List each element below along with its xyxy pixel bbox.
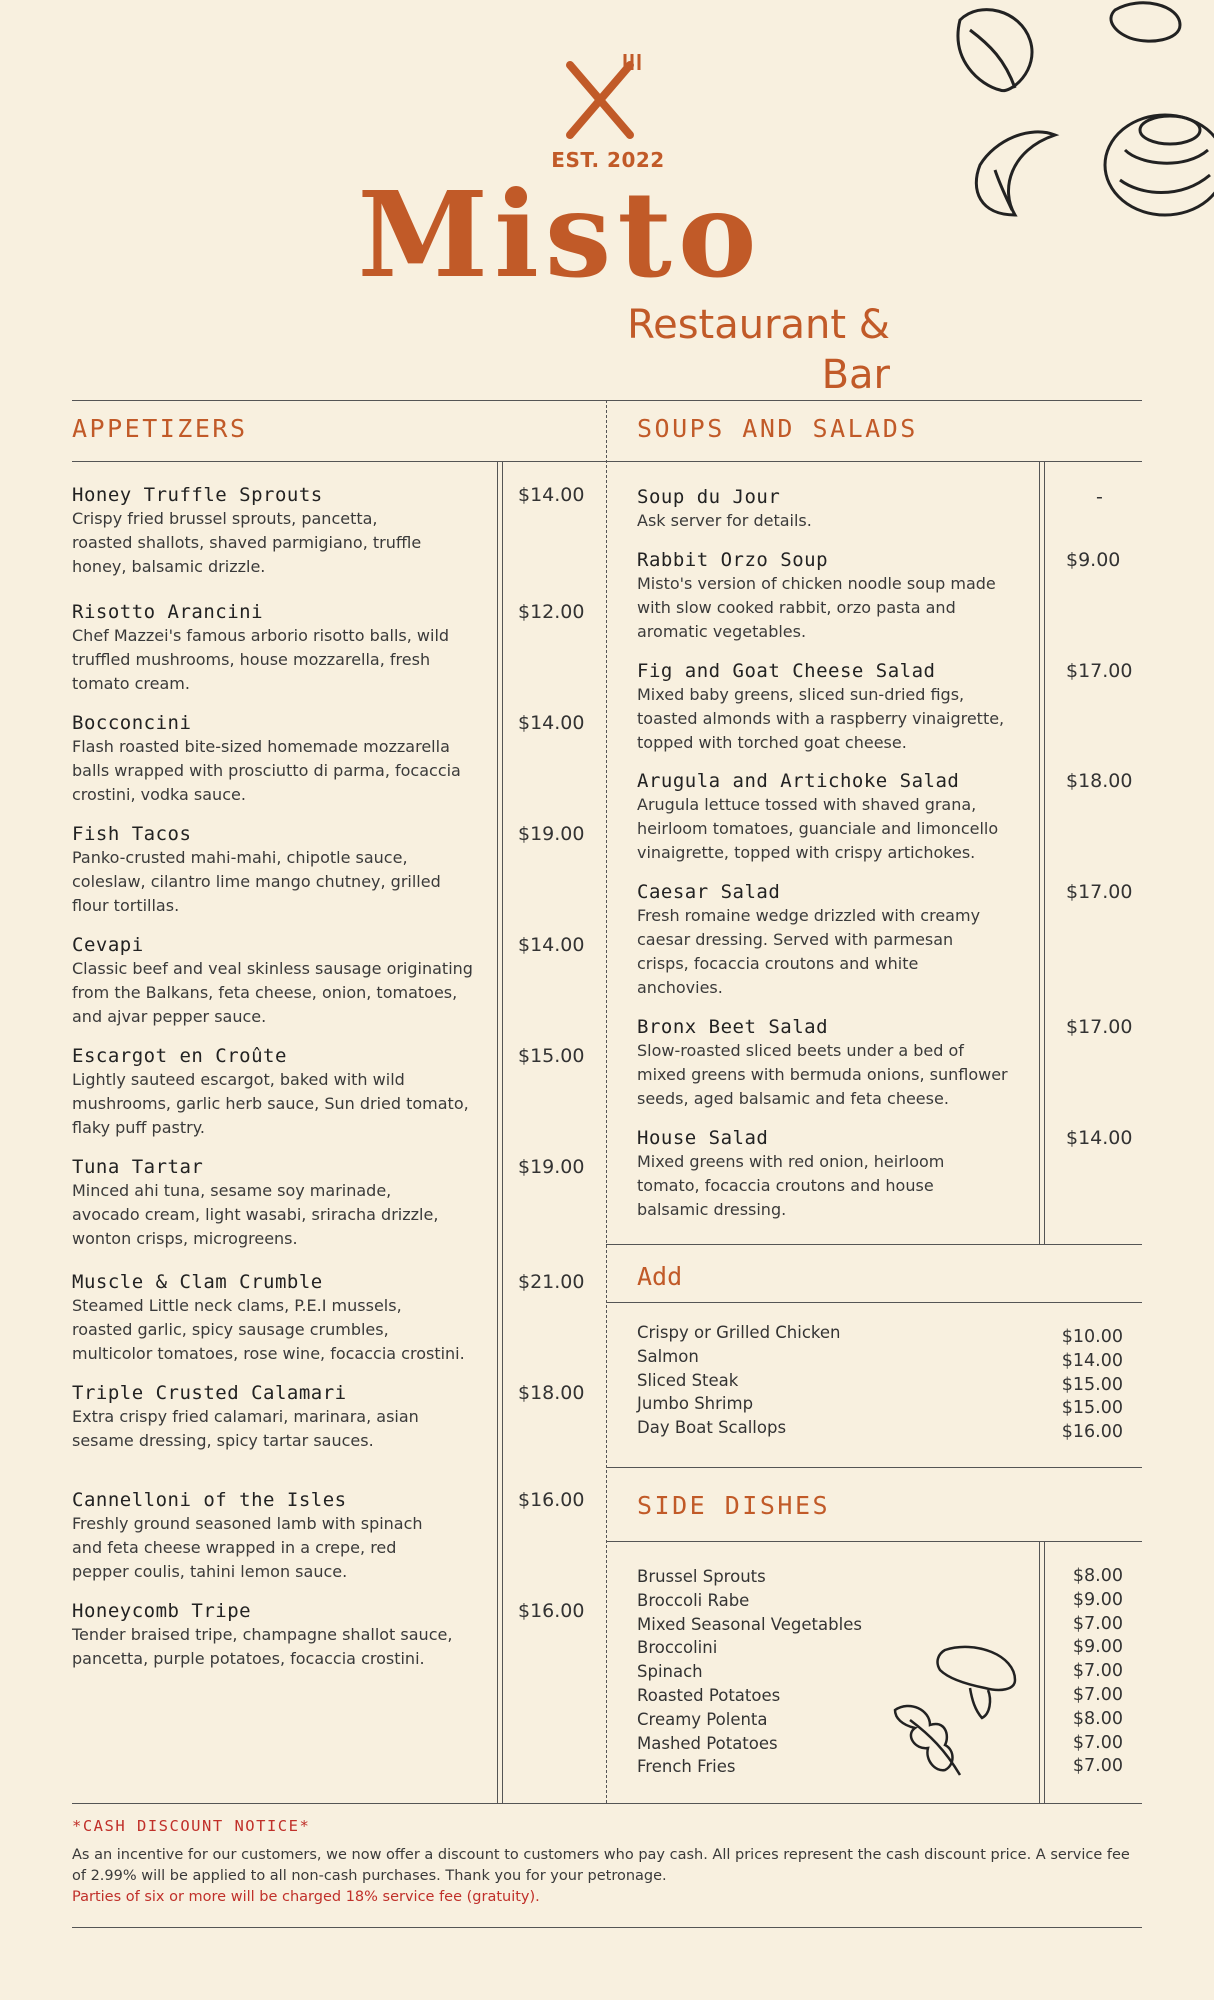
menu-list-item-name: Jumbo Shrimp [637, 1394, 754, 1414]
menu-item-name: Tuna Tartar [72, 1156, 204, 1178]
menu-item-price: $18.00 [518, 1382, 585, 1404]
menu-item-description: Panko-crusted mahi-mahi, chipotle sauce, coleslaw, cilantro lime mango chutney, grilled flour tortillas. [72, 848, 441, 915]
menu-item-name: Bronx Beet Salad [637, 1016, 829, 1038]
menu-list-item-name: Roasted Potatoes [637, 1686, 781, 1705]
soups-price-divider-b [1044, 461, 1045, 1244]
menu-item-description: Crispy fried brussel sprouts, pancetta, roasted shallots, shaved parmigiano, truffle honey, balsamic drizzle. [72, 509, 422, 576]
menu-item-name: Honey Truffle Sprouts [72, 484, 323, 506]
menu-item-name: Arugula and Artichoke Salad [637, 770, 960, 792]
menu-list-item-name: Mixed Seasonal Vegetables [637, 1614, 862, 1634]
established-year: EST. 2022 [551, 148, 665, 172]
menu-list-item-price: $15.00 [1061, 1374, 1123, 1395]
menu-item-description: Classic beef and veal skinless sausage originating from the Balkans, feta cheese, onion, tomatoes, and ajvar pepper sauce. [72, 959, 473, 1026]
menu-list-item-name: Salmon [637, 1346, 699, 1366]
menu-item-name: Rabbit Orzo Soup [637, 549, 829, 571]
add-header-rule [606, 1302, 1142, 1303]
menu-item-name: Fig and Goat Cheese Salad [637, 660, 936, 682]
sides-price-divider-a [1039, 1541, 1040, 1803]
menu-item-description: Misto's version of chicken noodle soup made with slow cooked rabbit, orzo pasta and aromatic vegetables. [637, 574, 996, 641]
menu-list-item-name: Spinach [637, 1662, 703, 1682]
menu-item-price: $17.00 [1066, 660, 1133, 682]
menu-item-description: Slow-roasted sliced beets under a bed of mixed greens with bermuda onions, sunflower seeds, aged balsamic and feta cheese. [637, 1041, 1008, 1108]
menu-item-name: Escargot en Croûte [72, 1045, 287, 1067]
menu-item-name: Muscle & Clam Crumble [72, 1271, 323, 1293]
cash-discount-title: *CASH DISCOUNT NOTICE* [72, 1817, 311, 1835]
menu-item-price: - [1096, 486, 1103, 508]
menu-item-name: Triple Crusted Calamari [72, 1382, 347, 1404]
menu-item [72, 1488, 423, 1584]
bottom-rule [72, 1803, 1142, 1804]
menu-list-item-price: $8.00 [1072, 1708, 1123, 1729]
menu-item-description: Mixed baby greens, sliced sun-dried figs, toasted almonds with a raspberry vinaigrette, topped with torched goat cheese. [637, 685, 1005, 752]
appetizers-price-divider-b [502, 461, 503, 1803]
menu-item [72, 1599, 452, 1671]
menu-list-item-price: $9.00 [1072, 1589, 1123, 1610]
menu-item-price: $18.00 [1066, 770, 1133, 792]
menu-list-item-price: $7.00 [1072, 1732, 1123, 1753]
menu-list-item-name: Day Boat Scallops [637, 1418, 787, 1438]
center-divider [606, 400, 607, 1803]
menu-list-item-price: $16.00 [1061, 1422, 1123, 1443]
menu-item [72, 600, 449, 696]
menu-item-price: $17.00 [1066, 881, 1133, 903]
menu-item-price: $9.00 [1066, 549, 1121, 571]
menu-item [637, 1015, 1008, 1111]
add-top-rule [606, 1244, 1142, 1245]
menu-item-price: $16.00 [518, 1600, 585, 1622]
menu-list-item-name: Brussel Sprouts [637, 1567, 766, 1586]
menu-item-name: Bocconcini [72, 712, 192, 734]
menu-item-name: House Salad [637, 1127, 769, 1149]
appetizers-price-divider-a [497, 461, 498, 1803]
menu-item [637, 485, 812, 533]
menu-item-price: $14.00 [518, 712, 585, 734]
gratuity-notice: Parties of six or more will be charged 18% service fee (gratuity). [72, 1889, 540, 1905]
cash-discount-body: As an incentive for our customers, we now offer a discount to customers who pay cash. All prices represent the cash discount price. A service fee of 2.99% will be applied to all non-cash purchases. Thank you for your petronage. [72, 1847, 1130, 1884]
menu-item-price: $12.00 [518, 601, 585, 623]
menu-item-description: Chef Mazzei's famous arborio risotto balls, wild truffled mushrooms, house mozzarella, fresh tomato cream. [72, 626, 450, 693]
sides-top-rule [606, 1467, 1142, 1468]
menu-list-item-name: Mashed Potatoes [637, 1733, 778, 1753]
crossed-fork-knife-icon [550, 50, 650, 145]
restaurant-subtitle: Restaurant & Bar [627, 302, 890, 398]
soups-price-divider-a [1039, 461, 1040, 1244]
menu-list-item-price: $14.00 [1061, 1350, 1123, 1371]
menu-list-item-price: $15.00 [1061, 1398, 1123, 1419]
menu-item-name: Cannelloni of the Isles [72, 1489, 347, 1511]
menu-item-name: Soup du Jour [637, 486, 781, 508]
menu-list-item-price: $7.00 [1072, 1613, 1123, 1634]
menu-item-description: Extra crispy fried calamari, marinara, asian sesame dressing, spicy tartar sauces. [72, 1407, 419, 1450]
restaurant-name: Misto [357, 165, 763, 304]
menu-item [72, 822, 441, 918]
menu-item-price: $16.00 [518, 1489, 585, 1511]
menu-item-price: $15.00 [518, 1045, 585, 1067]
menu-item [637, 659, 1004, 755]
menu-item-name: Cevapi [72, 934, 144, 956]
menu-item-price: $14.00 [1066, 1127, 1133, 1149]
menu-list-item-price: $8.00 [1072, 1566, 1123, 1586]
menu-list-item-name: Sliced Steak [637, 1370, 739, 1390]
menu-item [72, 483, 421, 579]
menu-item-price: $21.00 [518, 1271, 585, 1293]
menu-item-name: Honeycomb Tripe [72, 1600, 252, 1622]
side-dishes-title: SIDE DISHES [637, 1491, 831, 1520]
add-title: Add [637, 1262, 683, 1291]
menu-item [72, 711, 461, 807]
menu-item-description: Flash roasted bite-sized homemade mozzarella balls wrapped with prosciutto di parma, focaccia crostini, vodka sauce. [72, 737, 461, 804]
menu-item [637, 548, 996, 644]
menu-list-item-name: Creamy Polenta [637, 1709, 768, 1729]
menu-item-description: Steamed Little neck clams, P.E.I mussels, roasted garlic, spicy sausage crumbles, multicolor tomatoes, rose wine, focaccia crostini. [72, 1296, 465, 1363]
menu-item-description: Tender braised tripe, champagne shallot sauce, pancetta, purple potatoes, focaccia crostini. [72, 1625, 453, 1668]
top-rule [72, 400, 1142, 401]
menu-item-description: Fresh romaine wedge drizzled with creamy caesar dressing. Served with parmesan crisps, focaccia croutons and white anchovies. [637, 906, 981, 997]
mushroom-herb-illustration [890, 1640, 1030, 1780]
menu-item [637, 880, 980, 1000]
menu-list-item-price: $7.00 [1072, 1756, 1123, 1777]
footer-rule [72, 1927, 1142, 1928]
menu-item-price: $17.00 [1066, 1016, 1133, 1038]
menu-item-description: Lightly sauteed escargot, baked with wild mushrooms, garlic herb sauce, Sun dried tomato, flaky puff pastry. [72, 1070, 469, 1137]
soups-header-rule [606, 461, 1142, 462]
menu-list-item-name: Crispy or Grilled Chicken [637, 1323, 841, 1342]
menu-list-item-name: Broccoli Rabe [637, 1590, 750, 1610]
appetizers-title: APPETIZERS [72, 414, 248, 443]
menu-item-name: Caesar Salad [637, 881, 781, 903]
sides-header-rule [606, 1541, 1142, 1542]
menu-item-description: Ask server for details. [637, 511, 812, 530]
menu-item [637, 769, 998, 865]
menu-list-item-name: Broccolini [637, 1638, 718, 1658]
menu-item-price: $19.00 [518, 823, 585, 845]
menu-item [72, 1270, 465, 1366]
menu-item [72, 933, 473, 1029]
menu-list-item-price: $9.00 [1072, 1637, 1123, 1658]
menu-list-item-price: $7.00 [1072, 1685, 1123, 1705]
menu-item-description: Freshly ground seasoned lamb with spinach and feta cheese wrapped in a crepe, red pepper coulis, tahini lemon sauce. [72, 1514, 423, 1581]
menu-item [637, 1126, 944, 1222]
menu-list-item-name: French Fries [637, 1757, 736, 1777]
menu-list-item-price: $7.00 [1072, 1661, 1123, 1682]
menu-item [72, 1155, 438, 1251]
vegetable-illustration-top [940, 0, 1214, 240]
appetizers-header-rule [72, 461, 606, 462]
menu-item-name: Fish Tacos [72, 823, 192, 845]
menu-item-description: Arugula lettuce tossed with shaved grana, heirloom tomatoes, guanciale and limoncello vinaigrette, topped with crispy artichokes. [637, 795, 999, 862]
menu-item-price: $14.00 [518, 934, 585, 956]
menu-item [72, 1044, 469, 1140]
menu-list-item-price: $10.00 [1061, 1327, 1123, 1347]
menu-item-price: $14.00 [518, 484, 585, 506]
menu-item-price: $19.00 [518, 1156, 585, 1178]
menu-item-name: Risotto Arancini [72, 601, 264, 623]
soups-salads-title: SOUPS AND SALADS [637, 414, 918, 443]
menu-item-description: Minced ahi tuna, sesame soy marinade, avocado cream, light wasabi, sriracha drizzle, wonton crisps, microgreens. [72, 1181, 439, 1248]
menu-item-description: Mixed greens with red onion, heirloom tomato, focaccia croutons and house balsamic dressing. [637, 1152, 945, 1219]
menu-item [72, 1381, 419, 1453]
